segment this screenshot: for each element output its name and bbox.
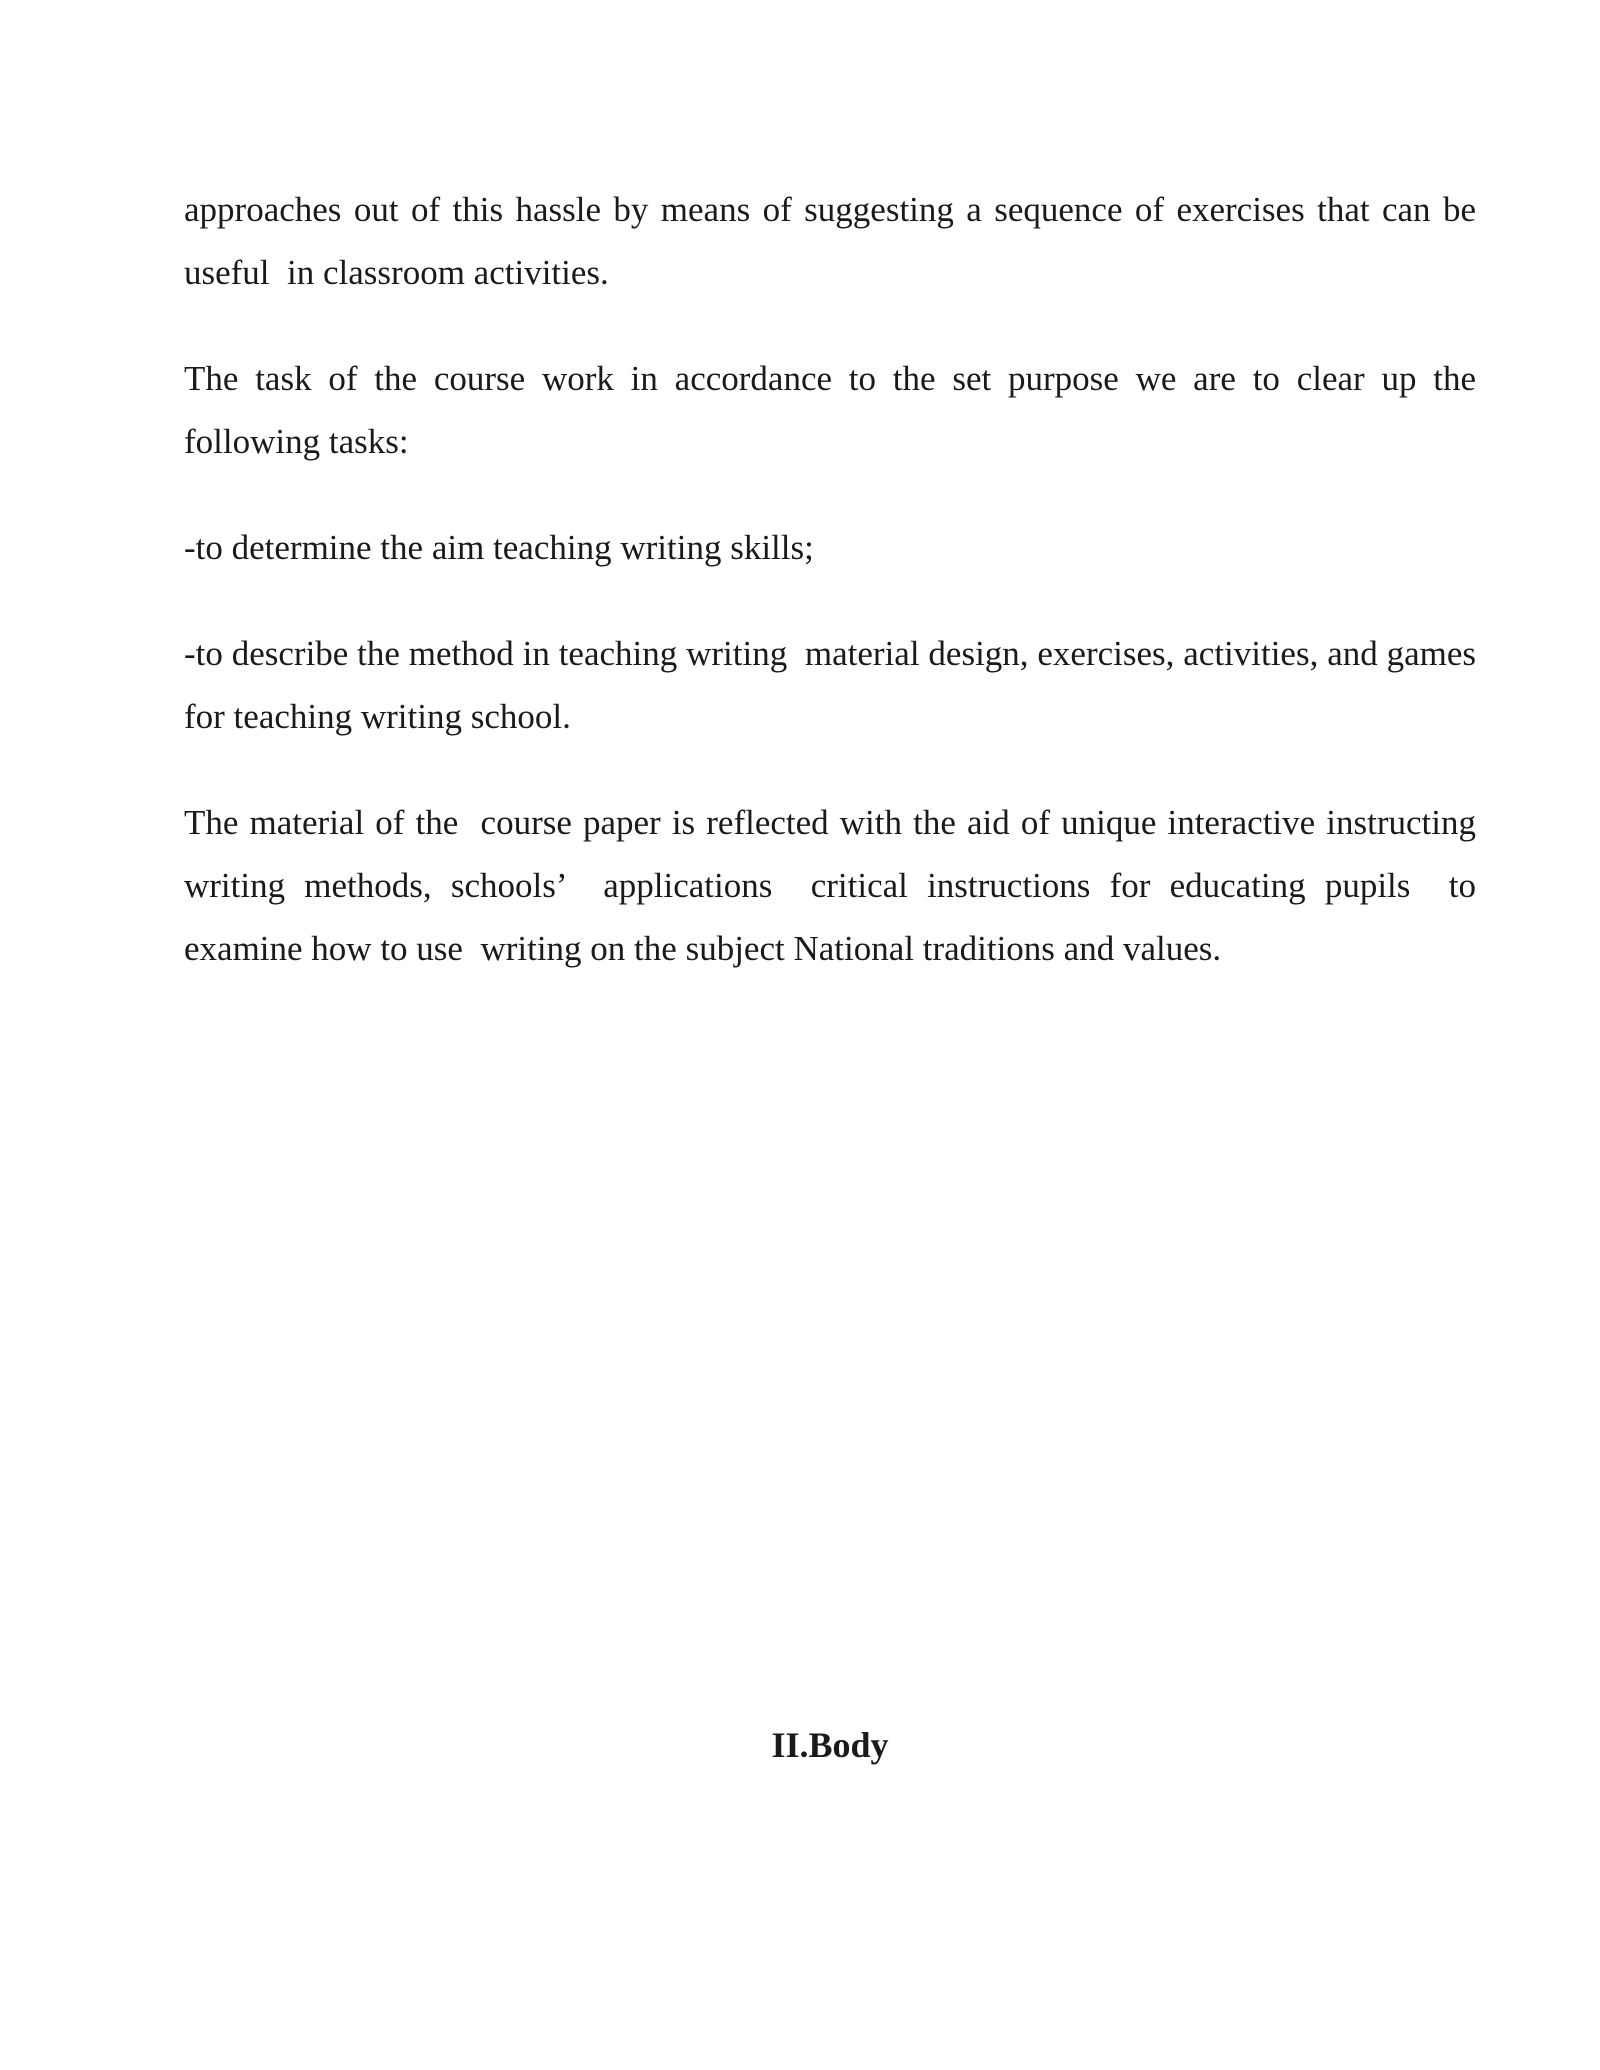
task-item-describe-method: -to describe the method in teaching writing material design, exercises, activities, and games for teaching writing school. xyxy=(184,634,1485,736)
paragraph-material-reflection: The material of the course paper is reflected with the aid of unique interactive instructing writing methods, schools’ applications critical instructions for educating pupils to examine how to use writing on the subject National traditions and values. xyxy=(184,803,1485,968)
section-heading: II.Body xyxy=(771,1725,889,1765)
paragraph-task-statement: The task of the course work in accordance to the set purpose we are to clear up the following tasks: xyxy=(184,359,1485,461)
document-body xyxy=(184,178,1485,1023)
paragraph-intro-continuation: approaches out of this hassle by means of suggesting a sequence of exercises that can be useful in classroom activities. xyxy=(184,190,1485,292)
task-item-determine-aim: -to determine the aim teaching writing skills; xyxy=(184,528,814,567)
